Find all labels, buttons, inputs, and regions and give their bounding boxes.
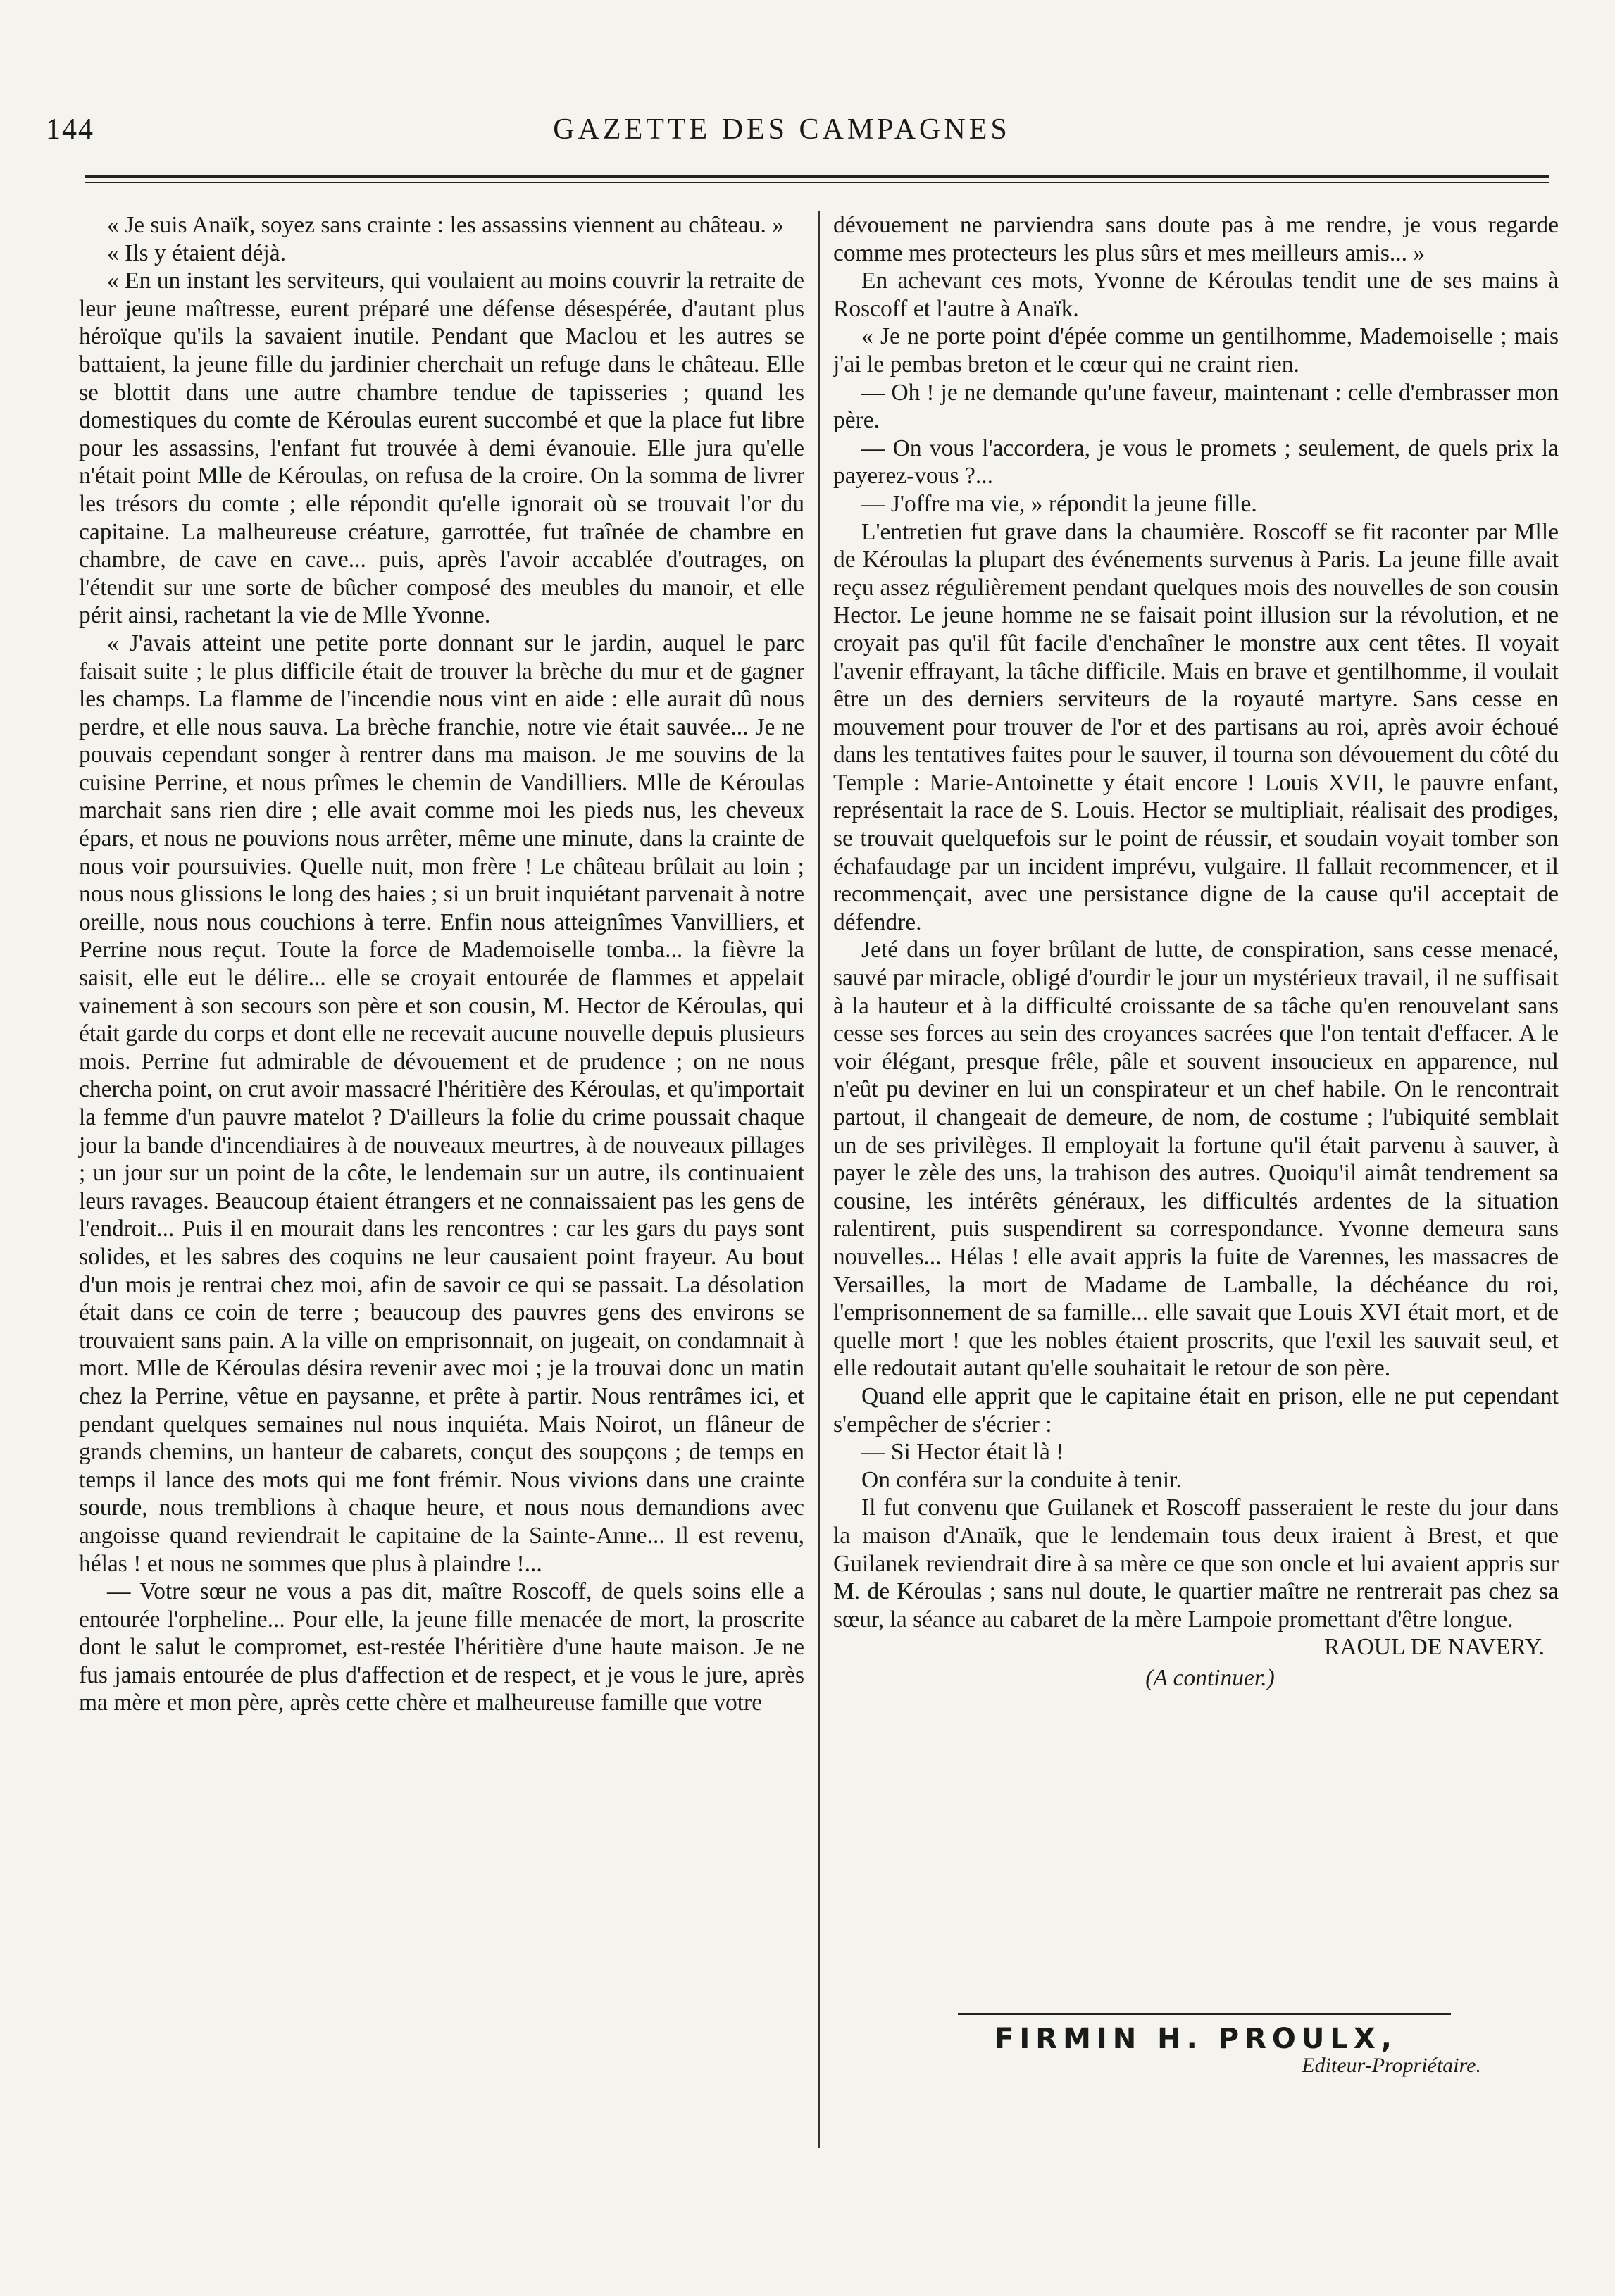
page-number: 144 [46, 113, 94, 146]
article-paragraph: — Votre sœur ne vous a pas dit, maître Roscoff, de quels soins elle a entourée l'orpheline... Pour elle, la jeune fille menacée de mort, la proscrite dont le salut le compromet, est-restée l'héritière d'une haute maison. Je ne fus jamais entourée de plus d'affection et de respect, et je vous le jure, après ma mère et mon père, après cette chère et malheureuse famille que votre [79, 1578, 804, 1716]
article-paragraph: Quand elle apprit que le capitaine était en prison, elle ne put cependant s'empêcher de s'écrier : [833, 1383, 1559, 1437]
article-paragraph: L'entretien fut grave dans la chaumière. Roscoff se fit raconter par Mlle de Kéroulas la plupart des événements survenus à Paris. La jeune fille avait reçu assez régulièrement pendant quelques mois des nouvelles de son cousin Hector. Le jeune homme ne se faisait point illusion sur la révolution, et ne croyait pas qu'il fût facile d'enchaîner le monstre aux cent têtes. Il voyait l'avenir effrayant, la tâche difficile. Mais en brave et gentilhomme, il voulait être un des derniers serviteurs de la royauté martyre. Sans cesse en mouvement pour trouver de l'or et des partisans au roi, après avoir échoué dans les tentatives faites pour le sauver, il tourna son dévouement du côté du Temple : Marie-Antoinette y était encore ! Louis XVII, le pauvre enfant, représentait la race de S. Louis. Hector se multipliait, réalisait des prodiges, se trouvait quelquefois sur le point de réussir, et soudain voyait tomber son échafaudage par un incident imprévu, vulgaire. Il fallait recommencer, et il recommençait, avec une persistance digne de la cause qu'il acceptait de défendre. [833, 518, 1559, 935]
header-rule-thin [85, 182, 1549, 183]
article-paragraph: — On vous l'accordera, je vous le promets ; seulement, de quels prix la payerez-vous ?... [833, 435, 1559, 489]
article-paragraph: « J'avais atteint une petite porte donnant sur le jardin, auquel le parc faisait suite ; le plus difficile était de trouver la brèche du mur et de gagner les champs. La flamme de l'incendie nous vint en aide : elle aurait dû nous perdre, et elle nous sauva. La brèche franchie, notre vie était sauvée... Je ne pouvais cependant songer à rentrer dans ma maison. Je me souvins de la cuisine Perrine, et nous prîmes le chemin de Vandilliers. Mlle de Kéroulas marchait sans rien dire ; elle avait comme moi les pieds nus, les cheveux épars, et nous ne pouvions nous arrêter, même une minute, dans la crainte de nous voir poursuivies. Quelle nuit, mon frère ! Le château brûlait au loin ; nous nous glissions le long des haies ; si un bruit inquiétant parvenait à notre oreille, nous nous couchions à terre. Enfin nous atteignîmes Vanvilliers, et Perrine nous reçut. Toute la force de Mademoiselle tomba... la fièvre la saisit, elle eut le délire... elle se croyait entourée de flammes et appelait vainement à son secours son père et son cousin, M. Hector de Kéroulas, qui était garde du corps et dont elle ne recevait aucune nouvelle depuis plusieurs mois. Perrine fut admirable de dévouement et de prudence ; on ne nous chercha point, on crut avoir massacré l'héritière des Kéroulas, et qu'importait la femme d'un pauvre matelot ? D'ailleurs la folie du crime poussait chaque jour la bande d'incendiaires à de nouveaux meurtres, à de nouveaux pillages ; un jour sur un point de la côte, le lendemain sur un autre, ils continuaient leurs ravages. Beaucoup étaient étrangers et ne connaissaient pas les gens de l'endroit... Puis il en mourait dans les rencontres : car les gars du pays sont solides, et les sabres des coquins ne leur causaient point frayeur. Au bout d'un mois je rentrai chez moi, afin de savoir ce qui se passait. La désolation était dans ce coin de terre ; beaucoup des pauvres gens des environs se trouvaient sans pain. A la ville on emprisonnait, on jugeait, on condamnait à mort. Mlle de Kéroulas désira revenir avec moi ; je la trouvai donc un matin chez la Perrine, vêtue en paysanne, et prête à partir. Nous rentrâmes ici, et pendant quelques semaines nul nous inquiéta. Mais Noirot, un flâneur de grands chemins, un hanteur de cabarets, conçut des soupçons ; de temps en temps il lance des mots qui me font frémir. Nous vivions dans une crainte sourde, nous tremblions à chaque heure, et nous nous demandions avec angoisse quand reviendrait le capitaine de la Sainte-Anne... Il est revenu, hélas ! et nous ne sommes que plus à plaindre !... [79, 630, 804, 1577]
publisher-rule [958, 2013, 1451, 2015]
article-paragraph: « Ils y étaient déjà. [107, 239, 286, 266]
article-paragraph: « Je suis Anaïk, soyez sans crainte : les assassins viennent au château. » [107, 212, 785, 238]
article-paragraph: — J'offre ma vie, » répondit la jeune fille. [861, 490, 1257, 517]
right-column [833, 211, 1559, 1692]
header-rule [85, 175, 1549, 178]
article-paragraph: On conféra sur la conduite à tenir. [861, 1466, 1182, 1493]
article-paragraph: — Si Hector était là ! [861, 1439, 1064, 1466]
article-paragraph: — Oh ! je ne demande qu'une faveur, maintenant : celle d'embrasser mon père. [833, 379, 1559, 434]
article-paragraph: « Je ne porte point d'épée comme un gentilhomme, Mademoiselle ; mais j'ai le pembas breton et le cœur qui ne craint rien. [833, 323, 1559, 378]
masthead-title: GAZETTE DES CAMPAGNES [553, 113, 1011, 146]
publisher-name: FIRMIN H. PROULX, [994, 2023, 1397, 2055]
article-paragraph: Jeté dans un foyer brûlant de lutte, de conspiration, sans cesse menacé, sauvé par miracle, obligé d'ourdir le jour un mystérieux travail, il ne suffisait à la hauteur et à la difficulté croissante de sa tâche qu'en renouvelant sans cesse ses forces au sein des croyances sacrées que l'on tentait d'effacer. A le voir élégant, presque frêle, pâle et souvent insoucieux en apparence, nul n'eût pu deviner en lui un conspirateur et un chef habile. On le rencontrait partout, il changeait de demeure, de nom, de costume ; l'ubiquité semblait un de ses privilèges. Il employait la fortune qu'il était parvenu à sauver, à payer le zèle des uns, la trahison des autres. Quoiqu'il aimât tendrement sa cousine, les intérêts généraux, les difficultés ardentes de la situation ralentirent, puis suspendirent sa correspondance. Yvonne demeura sans nouvelles... Hélas ! elle avait appris la fuite de Varennes, les massacres de Versailles, la mort de Madame de Lamballe, la déchéance du roi, l'emprisonnement de sa famille... elle savait que Louis XVI était mort, et de quelle mort ! que les nobles étaient proscrits, que l'exil les sauvait seul, et elle redoutait autant qu'elle souhaitait le retour de son père. [833, 937, 1559, 1382]
continuation-note: (A continuer.) [1145, 1664, 1275, 1691]
article-paragraph: dévouement ne parviendra sans doute pas à me rendre, je vous regarde comme mes protecteurs les plus sûrs et mes meilleurs amis... » [833, 212, 1559, 266]
author-signature: RAOUL DE NAVERY. [1323, 1634, 1545, 1661]
page-header [39, 113, 1525, 155]
left-column [79, 211, 804, 1717]
publisher-title: Editeur-Propriétaire. [1302, 2054, 1481, 2077]
article-paragraph: En achevant ces mots, Yvonne de Kéroulas tendit une de ses mains à Roscoff et l'autre à Anaïk. [833, 268, 1559, 322]
publisher-block [833, 2023, 1559, 2078]
article-paragraph: « En un instant les serviteurs, qui voulaient au moins couvrir la retraite de leur jeune maîtresse, eurent préparé une défense désespérée, d'autant plus héroïque qu'ils la savaient inutile. Pendant que Maclou et les autres se battaient, la jeune fille du jardinier cherchait un refuge dans le château. Elle se blottit dans une autre chambre tendue de tapisseries ; quand les domestiques du comte de Kéroulas eurent succombé et que la place fut libre pour les assassins, l'enfant fut trouvée à demi évanouie. Elle jura qu'elle n'était point Mlle de Kéroulas, on refusa de la croire. On la somma de livrer les trésors du comte ; elle répondit qu'elle ignorait où se trouvait l'or du capitaine. La malheureuse créature, garrottée, fut traînée de chambre en chambre, de cave en cave... puis, après l'avoir accablée d'outrages, on l'étendit sur une sorte de bûcher composé des meubles du manoir, et elle périt ainsi, rachetant la vie de Mlle Yvonne. [79, 268, 804, 629]
article-paragraph: Il fut convenu que Guilanek et Roscoff passeraient le reste du jour dans la maison d'Anaïk, que le lendemain tous deux iraient à Brest, et que Guilanek reviendrait dire à sa mère ce que son oncle et lui avaient appris sur M. de Kéroulas ; sans nul doute, le quartier maître ne rentrerait pas chez sa sœur, la séance au cabaret de la mère Lampoie promettant d'être longue. [833, 1495, 1559, 1633]
column-divider [818, 211, 820, 2148]
